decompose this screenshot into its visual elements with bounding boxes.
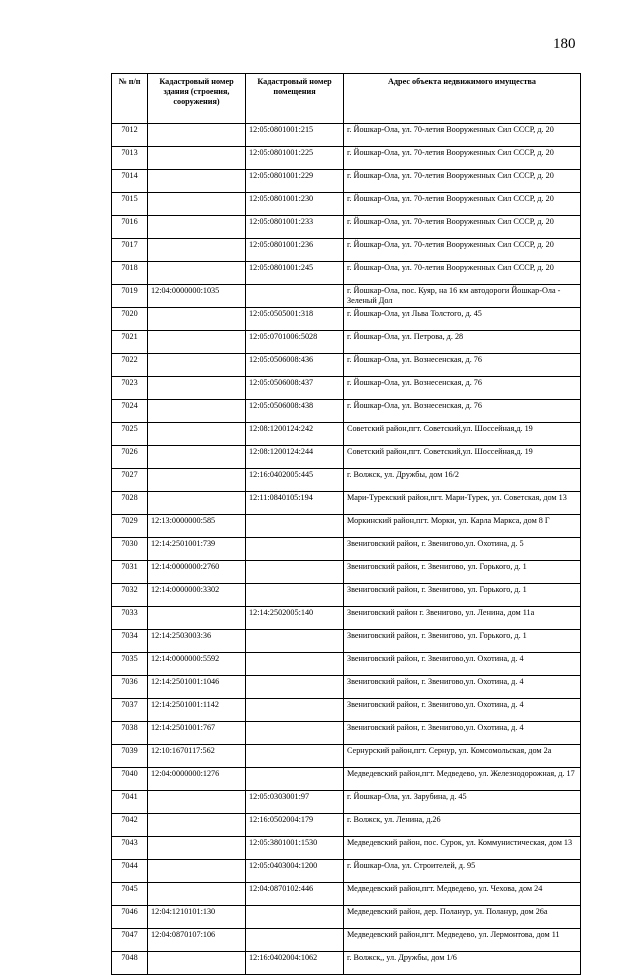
- cell-row-number: 7042: [112, 814, 148, 837]
- cell-building-cadastral: 12:10:1670117:562: [148, 745, 246, 768]
- cell-building-cadastral: 12:04:1210101:130: [148, 906, 246, 929]
- cell-room-cadastral: [246, 929, 344, 952]
- table-row: [112, 538, 581, 561]
- table-row: [112, 699, 581, 722]
- table-row: [112, 331, 581, 354]
- cell-room-cadastral: [246, 676, 344, 699]
- cell-address: г. Йошкар-Ола, пос. Куяр, на 16 км автодороги Йошкар-Ола - Зеленый Дол: [344, 285, 581, 308]
- cell-address: Звениговский район г. Звенигово, ул. Ленина, дом 11а: [344, 607, 581, 630]
- table-row: [112, 883, 581, 906]
- cell-room-cadastral: 12:05:0506008:438: [246, 400, 344, 423]
- cell-room-cadastral: 12:11:0840105:194: [246, 492, 344, 515]
- cell-row-number: 7041: [112, 791, 148, 814]
- cell-address: Звениговский район, г. Звенигово,ул. Охотина, д. 4: [344, 676, 581, 699]
- table-row: [112, 814, 581, 837]
- cell-row-number: 7046: [112, 906, 148, 929]
- cell-address: г. Йошкар-Ола, ул. 70-летия Вооруженных Сил СССР, д. 20: [344, 216, 581, 239]
- cell-address: Звениговский район, г. Звенигово,ул. Охотина, д. 5: [344, 538, 581, 561]
- cell-row-number: 7017: [112, 239, 148, 262]
- cell-address: г. Йошкар-Ола, ул Льва Толстого, д. 45: [344, 308, 581, 331]
- cell-address: г. Волжск, ул. Ленина, д.26: [344, 814, 581, 837]
- cell-room-cadastral: 12:05:0801001:229: [246, 170, 344, 193]
- cell-address: Звениговский район, г. Звенигово, ул. Горького, д. 1: [344, 561, 581, 584]
- cell-row-number: 7033: [112, 607, 148, 630]
- cell-building-cadastral: 12:04:0000000:1276: [148, 768, 246, 791]
- cell-row-number: 7014: [112, 170, 148, 193]
- cell-room-cadastral: 12:05:0506008:436: [246, 354, 344, 377]
- cell-row-number: 7034: [112, 630, 148, 653]
- cell-row-number: 7032: [112, 584, 148, 607]
- cell-address: Звениговский район, г. Звенигово,ул. Охотина, д. 4: [344, 722, 581, 745]
- cell-room-cadastral: 12:05:0801001:233: [246, 216, 344, 239]
- table-row: [112, 170, 581, 193]
- cell-room-cadastral: 12:16:0402004:1062: [246, 952, 344, 975]
- cell-room-cadastral: [246, 630, 344, 653]
- cell-row-number: 7038: [112, 722, 148, 745]
- cell-row-number: 7030: [112, 538, 148, 561]
- cell-address: Моркинский район,пгт. Морки, ул. Карла Маркса, дом 8 Г: [344, 515, 581, 538]
- cell-address: г. Волжск,, ул. Дружбы, дом 1/6: [344, 952, 581, 975]
- cell-building-cadastral: [148, 216, 246, 239]
- cell-row-number: 7047: [112, 929, 148, 952]
- cell-room-cadastral: [246, 699, 344, 722]
- cell-row-number: 7022: [112, 354, 148, 377]
- cell-address: г. Йошкар-Ола, ул. Петрова, д. 28: [344, 331, 581, 354]
- table-row: [112, 745, 581, 768]
- cell-room-cadastral: 12:05:0403004:1200: [246, 860, 344, 883]
- table-row: [112, 446, 581, 469]
- cell-building-cadastral: [148, 837, 246, 860]
- cell-row-number: 7045: [112, 883, 148, 906]
- cell-room-cadastral: 12:05:0801001:236: [246, 239, 344, 262]
- cell-row-number: 7018: [112, 262, 148, 285]
- cell-address: г. Йошкар-Ола, ул. 70-летия Вооруженных Сил СССР, д. 20: [344, 239, 581, 262]
- cell-address: г. Йошкар-Ола, ул. 70-летия Вооруженных Сил СССР, д. 20: [344, 124, 581, 147]
- cell-building-cadastral: 12:14:0000000:5592: [148, 653, 246, 676]
- cell-address: г. Йошкар-Ола, ул. 70-летия Вооруженных Сил СССР, д. 20: [344, 262, 581, 285]
- table-row: [112, 768, 581, 791]
- cell-row-number: 7015: [112, 193, 148, 216]
- table-row: [112, 239, 581, 262]
- cell-building-cadastral: [148, 147, 246, 170]
- page-number: 180: [553, 36, 576, 52]
- table-row: [112, 860, 581, 883]
- cell-row-number: 7012: [112, 124, 148, 147]
- cell-building-cadastral: 12:14:2503003:36: [148, 630, 246, 653]
- cell-address: г. Йошкар-Ола, ул. Вознесенская, д. 76: [344, 354, 581, 377]
- table-row: [112, 791, 581, 814]
- cell-address: Медведевский район, пос. Сурок, ул. Коммунистическая, дом 13: [344, 837, 581, 860]
- cell-building-cadastral: 12:14:0000000:3302: [148, 584, 246, 607]
- cell-address: г. Йошкар-Ола, ул. 70-летия Вооруженных Сил СССР, д. 20: [344, 170, 581, 193]
- table-row: [112, 952, 581, 975]
- cell-row-number: 7025: [112, 423, 148, 446]
- cell-room-cadastral: 12:14:2502005:140: [246, 607, 344, 630]
- table-row: [112, 722, 581, 745]
- cell-room-cadastral: 12:05:0303001:97: [246, 791, 344, 814]
- table-row: [112, 216, 581, 239]
- cell-room-cadastral: 12:05:0801001:215: [246, 124, 344, 147]
- cell-building-cadastral: [148, 492, 246, 515]
- table-row: [112, 285, 581, 308]
- cell-room-cadastral: [246, 768, 344, 791]
- cell-address: г. Йошкар-Ола, ул. 70-летия Вооруженных Сил СССР, д. 20: [344, 193, 581, 216]
- cell-room-cadastral: [246, 745, 344, 768]
- table-row: [112, 469, 581, 492]
- table-row: [112, 193, 581, 216]
- cell-room-cadastral: 12:16:0402005:445: [246, 469, 344, 492]
- cell-building-cadastral: 12:14:2501001:767: [148, 722, 246, 745]
- cell-row-number: 7035: [112, 653, 148, 676]
- table-row: [112, 124, 581, 147]
- cell-room-cadastral: 12:05:0801001:245: [246, 262, 344, 285]
- cell-room-cadastral: [246, 906, 344, 929]
- cell-address: г. Волжск, ул. Дружбы, дом 16/2: [344, 469, 581, 492]
- cell-room-cadastral: 12:05:0505001:318: [246, 308, 344, 331]
- cell-room-cadastral: 12:05:0801001:225: [246, 147, 344, 170]
- cell-row-number: 7039: [112, 745, 148, 768]
- cell-row-number: 7028: [112, 492, 148, 515]
- table-row: [112, 377, 581, 400]
- table-row: [112, 653, 581, 676]
- cell-room-cadastral: 12:04:0870102:446: [246, 883, 344, 906]
- cell-building-cadastral: [148, 331, 246, 354]
- table-row: [112, 584, 581, 607]
- cell-building-cadastral: 12:14:0000000:2760: [148, 561, 246, 584]
- table-row: [112, 400, 581, 423]
- header-address: Адрес объекта недвижимого имущества: [344, 74, 581, 124]
- cell-room-cadastral: [246, 561, 344, 584]
- cell-address: Звениговский район, г. Звенигово, ул. Горького, д. 1: [344, 584, 581, 607]
- cell-address: Мари-Турекский район,пгт. Мари-Турек, ул. Советская, дом 13: [344, 492, 581, 515]
- cell-address: Медведевский район,пгт. Медведево, ул. Лермонтова, дом 11: [344, 929, 581, 952]
- cell-row-number: 7031: [112, 561, 148, 584]
- cell-row-number: 7019: [112, 285, 148, 308]
- cell-address: Звениговский район, г. Звенигово,ул. Охотина, д. 4: [344, 653, 581, 676]
- cell-address: Звениговский район, г. Звенигово,ул. Охотина, д. 4: [344, 699, 581, 722]
- cell-room-cadastral: [246, 584, 344, 607]
- cell-address: Звениговский район, г. Звенигово, ул. Горького, д. 1: [344, 630, 581, 653]
- cell-building-cadastral: [148, 262, 246, 285]
- cell-building-cadastral: 12:04:0870107:106: [148, 929, 246, 952]
- cell-row-number: 7027: [112, 469, 148, 492]
- property-registry-table: [111, 73, 581, 975]
- table-row: [112, 515, 581, 538]
- table-row: [112, 607, 581, 630]
- cell-building-cadastral: 12:13:0000000:585: [148, 515, 246, 538]
- table-row: [112, 354, 581, 377]
- cell-address: г. Йошкар-Ола, ул. Вознесенская, д. 76: [344, 400, 581, 423]
- header-building-cadastral: Кадастровый номер здания (строения, сооружения): [148, 74, 246, 124]
- cell-room-cadastral: [246, 515, 344, 538]
- table-row: [112, 147, 581, 170]
- cell-room-cadastral: [246, 285, 344, 308]
- cell-row-number: 7029: [112, 515, 148, 538]
- cell-building-cadastral: [148, 400, 246, 423]
- cell-room-cadastral: 12:05:3801001:1530: [246, 837, 344, 860]
- cell-building-cadastral: [148, 814, 246, 837]
- cell-address: г. Йошкар-Ола, ул. 70-летия Вооруженных Сил СССР, д. 20: [344, 147, 581, 170]
- table-row: [112, 906, 581, 929]
- table-header-row: [112, 74, 581, 124]
- cell-building-cadastral: [148, 469, 246, 492]
- table-row: [112, 492, 581, 515]
- cell-building-cadastral: [148, 124, 246, 147]
- cell-building-cadastral: [148, 883, 246, 906]
- cell-row-number: 7026: [112, 446, 148, 469]
- cell-row-number: 7040: [112, 768, 148, 791]
- cell-building-cadastral: [148, 170, 246, 193]
- table-row: [112, 630, 581, 653]
- cell-building-cadastral: [148, 308, 246, 331]
- table-row: [112, 308, 581, 331]
- cell-building-cadastral: [148, 860, 246, 883]
- cell-building-cadastral: [148, 791, 246, 814]
- cell-room-cadastral: 12:05:0506008:437: [246, 377, 344, 400]
- cell-row-number: 7020: [112, 308, 148, 331]
- cell-room-cadastral: [246, 653, 344, 676]
- cell-building-cadastral: [148, 354, 246, 377]
- cell-building-cadastral: [148, 377, 246, 400]
- cell-building-cadastral: [148, 239, 246, 262]
- cell-room-cadastral: 12:16:0502004:179: [246, 814, 344, 837]
- table-row: [112, 929, 581, 952]
- cell-row-number: 7037: [112, 699, 148, 722]
- cell-building-cadastral: [148, 607, 246, 630]
- cell-row-number: 7024: [112, 400, 148, 423]
- cell-building-cadastral: [148, 952, 246, 975]
- cell-address: Медведевский район,пгт. Медведево, ул. Железнодорожная, д. 17: [344, 768, 581, 791]
- header-room-cadastral: Кадастровый номер помещения: [246, 74, 344, 124]
- cell-row-number: 7013: [112, 147, 148, 170]
- cell-address: г. Йошкар-Ола, ул. Вознесенская, д. 76: [344, 377, 581, 400]
- cell-room-cadastral: 12:08:1200124:242: [246, 423, 344, 446]
- header-row-number: № п/п: [112, 74, 148, 124]
- cell-address: г. Йошкар-Ола, ул. Зарубина, д. 45: [344, 791, 581, 814]
- table-body: [112, 124, 581, 975]
- cell-room-cadastral: 12:05:0701006:5028: [246, 331, 344, 354]
- cell-row-number: 7021: [112, 331, 148, 354]
- cell-address: Советский район,пгт. Советский,ул. Шоссейная,д. 19: [344, 423, 581, 446]
- cell-building-cadastral: 12:04:0000000:1035: [148, 285, 246, 308]
- cell-address: Медведевский район, дер. Поланур, ул. Поланур, дом 26а: [344, 906, 581, 929]
- table-row: [112, 262, 581, 285]
- cell-building-cadastral: 12:14:2501001:1142: [148, 699, 246, 722]
- cell-address: Сернурский район,пгт. Сернур, ул. Комсомольская, дом 2а: [344, 745, 581, 768]
- cell-room-cadastral: [246, 722, 344, 745]
- table-row: [112, 561, 581, 584]
- cell-building-cadastral: [148, 446, 246, 469]
- cell-address: Медведевский район,пгт. Медведево, ул. Чехова, дом 24: [344, 883, 581, 906]
- cell-building-cadastral: [148, 423, 246, 446]
- table-row: [112, 837, 581, 860]
- cell-room-cadastral: 12:08:1200124:244: [246, 446, 344, 469]
- cell-address: г. Йошкар-Ола, ул. Строителей, д. 95: [344, 860, 581, 883]
- table-row: [112, 423, 581, 446]
- cell-row-number: 7044: [112, 860, 148, 883]
- cell-row-number: 7048: [112, 952, 148, 975]
- cell-row-number: 7016: [112, 216, 148, 239]
- cell-building-cadastral: [148, 193, 246, 216]
- table-row: [112, 676, 581, 699]
- cell-row-number: 7036: [112, 676, 148, 699]
- cell-row-number: 7043: [112, 837, 148, 860]
- cell-building-cadastral: 12:14:2501001:1046: [148, 676, 246, 699]
- cell-row-number: 7023: [112, 377, 148, 400]
- cell-address: Советский район,пгт. Советский,ул. Шоссейная,д. 19: [344, 446, 581, 469]
- cell-building-cadastral: 12:14:2501001:739: [148, 538, 246, 561]
- cell-room-cadastral: [246, 538, 344, 561]
- cell-room-cadastral: 12:05:0801001:230: [246, 193, 344, 216]
